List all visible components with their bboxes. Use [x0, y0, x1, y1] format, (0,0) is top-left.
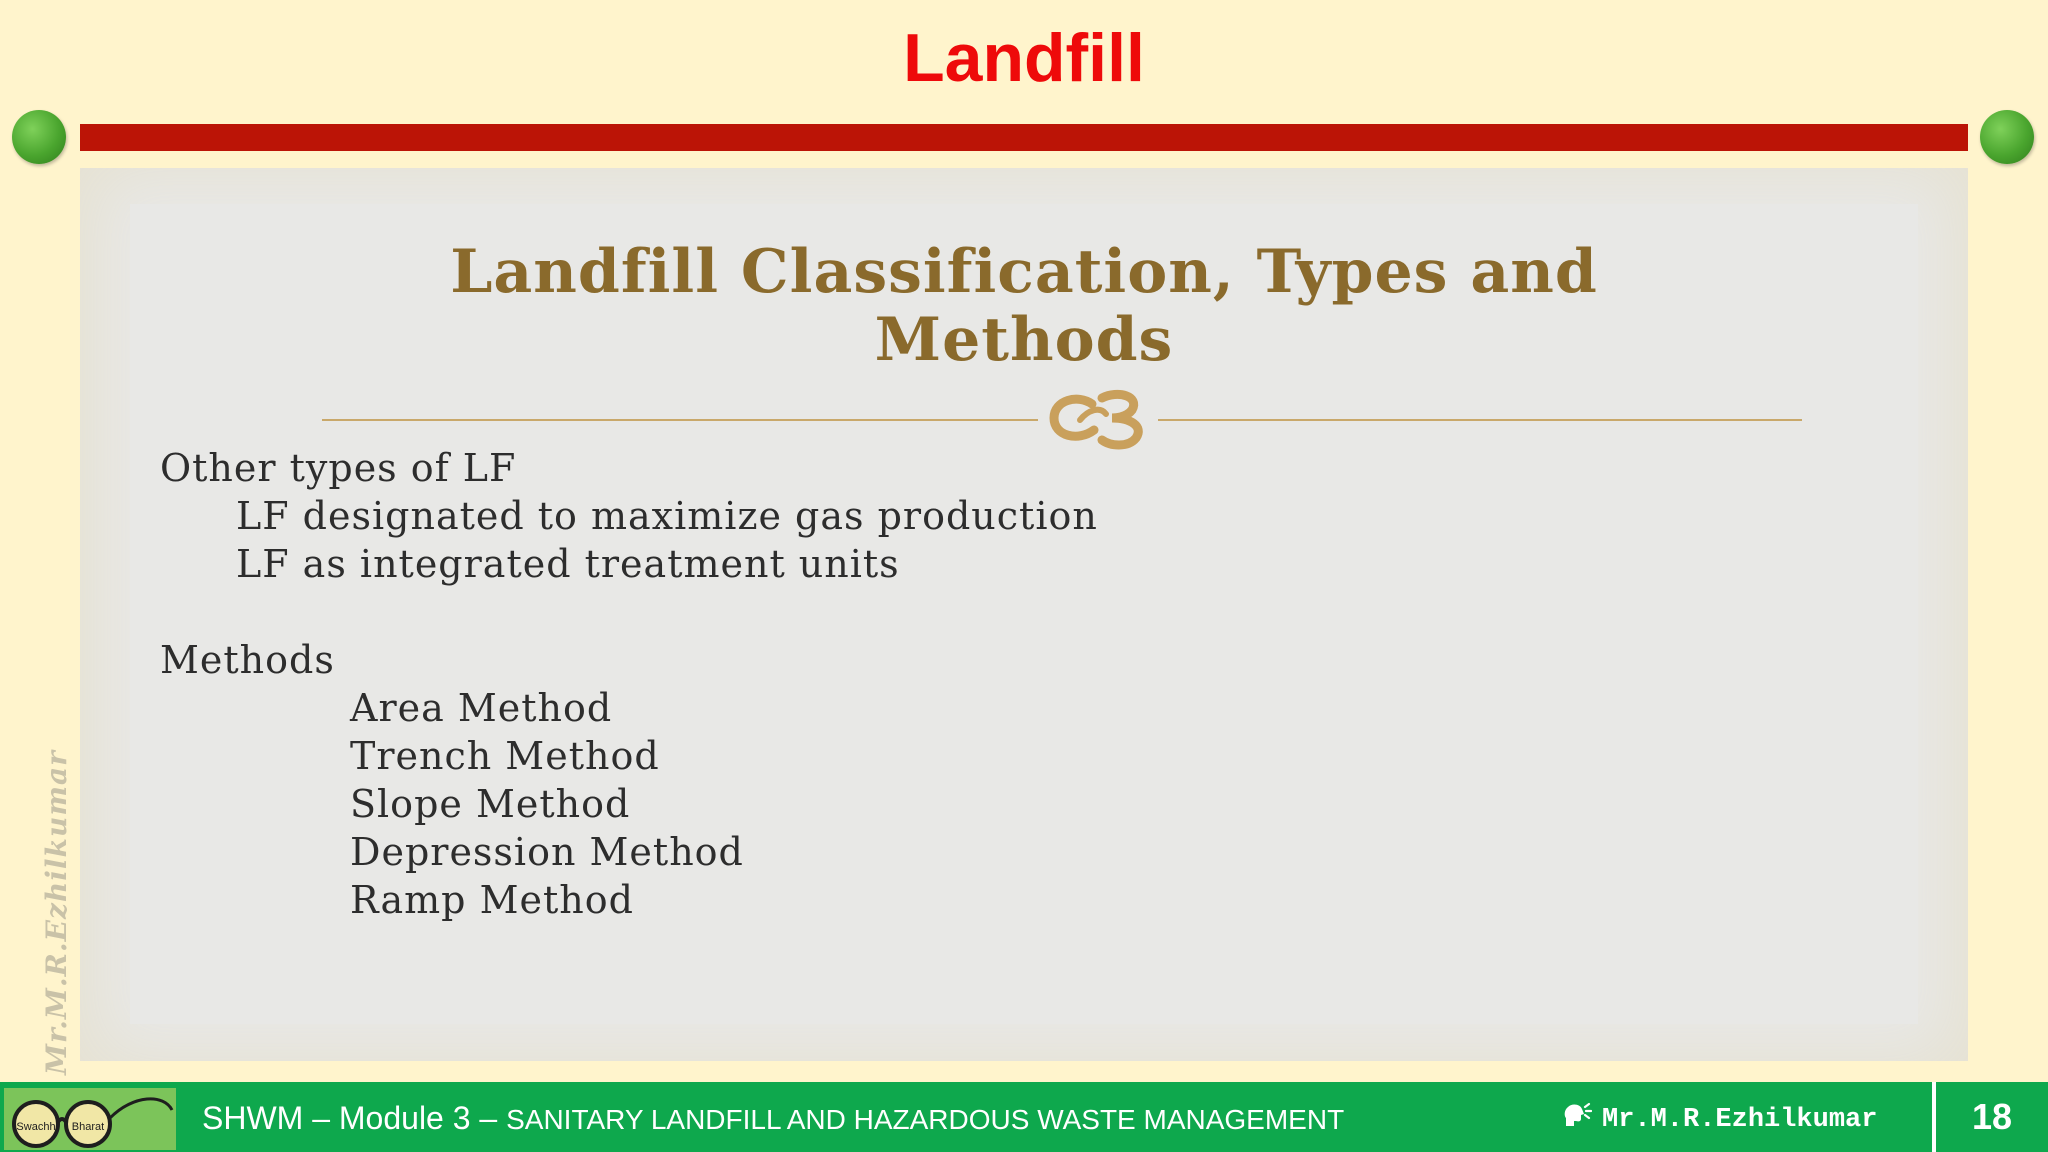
footer-author — [1562, 1100, 1877, 1137]
swachh-bharat-glasses-logo — [4, 1088, 176, 1150]
other-types-heading: Other types of LF — [160, 446, 517, 490]
footer-bar — [0, 1082, 2048, 1152]
method-item: Area Method — [350, 686, 613, 730]
other-type-item: LF designated to maximize gas production — [236, 494, 1098, 538]
green-dot-icon — [12, 110, 66, 164]
content-panel — [80, 168, 1968, 1061]
title-rule-right — [1158, 419, 1802, 421]
speaking-head-icon — [1562, 1100, 1592, 1130]
method-item: Trench Method — [350, 734, 660, 778]
content-title — [80, 238, 1968, 374]
page-number: 18 — [1971, 1096, 2013, 1137]
logo-word-bharat: Bharat — [71, 1121, 105, 1133]
footer-module-text — [202, 1100, 1344, 1138]
title-red-bar — [80, 124, 1968, 151]
content-title-line-2: Methods — [874, 305, 1174, 375]
method-item: Depression Method — [350, 830, 744, 874]
content-title-line-1: Landfill Classification, Types and — [450, 237, 1598, 307]
method-item: Ramp Method — [350, 878, 634, 922]
module-subtitle: SANITARY LANDFILL AND HAZARDOUS WASTE MANAGEMENT — [506, 1104, 1345, 1135]
other-type-item: LF as integrated treatment units — [236, 542, 900, 586]
methods-heading: Methods — [160, 638, 335, 682]
author-name: Mr.M.R.Ezhilkumar — [1602, 1105, 1878, 1135]
author-watermark: Mr.M.R.Ezhilkumar — [40, 750, 73, 1075]
module-label: SHWM – Module 3 – — [202, 1100, 507, 1136]
slide-title: Landfill — [903, 20, 1145, 96]
title-rule-left — [322, 419, 1038, 421]
logo-word-swachh: Swachh — [16, 1121, 56, 1133]
green-dot-icon — [1980, 110, 2034, 164]
flourish-ornament-icon — [1040, 384, 1160, 454]
method-item: Slope Method — [350, 782, 631, 826]
